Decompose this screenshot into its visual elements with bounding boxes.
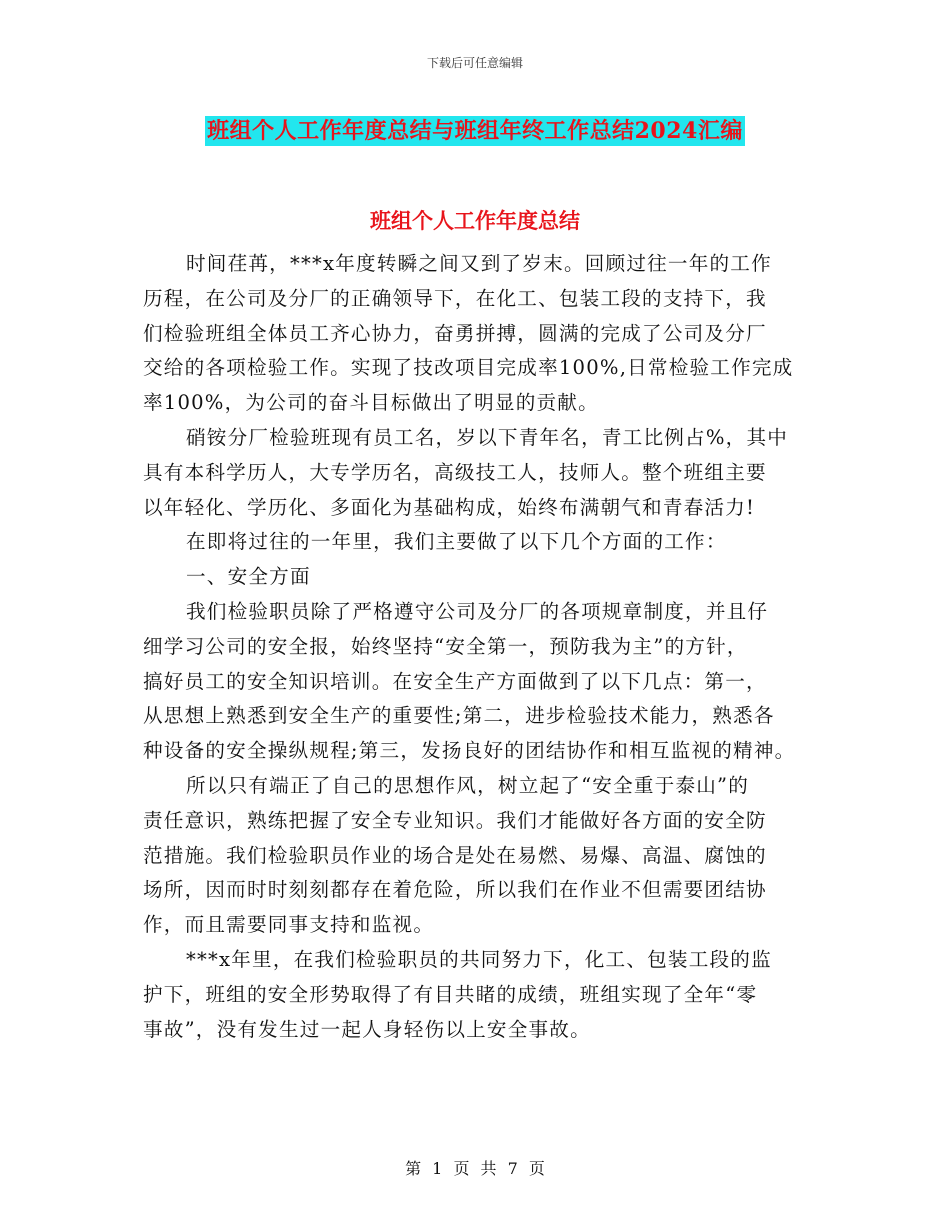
text-line: 细学习公司的安全报，始终坚持“安全第一，预防我为主”的方针，: [143, 634, 748, 658]
section-title: 班组个人工作年度总结: [370, 208, 580, 233]
text-line: 搞好员工的安全知识培训。在安全生产方面做到了以下几点：第一，: [143, 669, 767, 693]
text-line: 们检验班组全体员工齐心协力，奋勇拼搏，圆满的完成了公司及分厂: [143, 321, 767, 345]
text-line: 范措施。我们检验职员作业的场合是处在易燃、易爆、高温、腐蚀的: [143, 843, 767, 867]
header-note: 下载后可任意编辑: [426, 56, 523, 70]
text-line: 种设备的安全操纵规程;第三，发扬良好的团结协作和相互监视的精神。: [143, 739, 796, 763]
body-text: [143, 247, 833, 1047]
text-line: 责任意识，熟练把握了安全专业知识。我们才能做好各方面的安全防: [143, 808, 767, 832]
text-line: 作，而且需要同事支持和监视。: [143, 913, 435, 937]
text-line: 在即将过往的一年里，我们主要做了以下几个方面的工作：: [186, 530, 727, 554]
document-title-wrap: [0, 114, 950, 145]
text-line: 率100%，为公司的奋斗目标做出了明显的贡献。: [143, 391, 599, 415]
text-line: 从思想上熟悉到安全生产的重要性;第二，进步检验技术能力，熟悉各: [143, 704, 775, 728]
text-line: 硝铵分厂检验班现有员工名，岁以下青年名，青工比例占%，其中: [186, 425, 789, 449]
text-line: 一、安全方面: [186, 565, 311, 589]
text-line: 具有本科学历人，大专学历名，高级技工人，技师人。整个班组主要: [143, 460, 767, 484]
text-line: 所以只有端正了自己的思想作风，树立起了“安全重于泰山”的: [186, 773, 750, 797]
text-line: 时间荏苒，***x年度转瞬之间又到了岁末。回顾过往一年的工作: [186, 252, 772, 275]
page-footer: 第 1 页 共 7 页: [405, 1159, 545, 1178]
document-title: 班组个人工作年度总结与班组年终工作总结2024汇编: [207, 118, 743, 144]
text-line: 以年轻化、学历化、多面化为基础构成，始终布满朝气和青春活力!: [143, 495, 756, 519]
text-line: 我们检验职员除了严格遵守公司及分厂的各项规章制度，并且仔: [186, 599, 769, 623]
text-line: 护下，班组的安全形势取得了有目共睹的成绩，班组实现了全年“零: [143, 982, 758, 1006]
text-line: ***x年里，在我们检验职员的共同努力下，化工、包装工段的监: [186, 947, 772, 971]
text-line: 交给的各项检验工作。实现了技改项目完成率100%,日常检验工作完成: [143, 356, 794, 380]
text-line: 场所，因而时时刻刻都存在着危险，所以我们在作业不但需要团结协: [143, 878, 767, 902]
text-line: 事故”，没有发生过一起人身轻伤以上安全事故。: [143, 1017, 591, 1041]
text-line: 历程，在公司及分厂的正确领导下，在化工、包装工段的支持下，我: [143, 286, 767, 310]
